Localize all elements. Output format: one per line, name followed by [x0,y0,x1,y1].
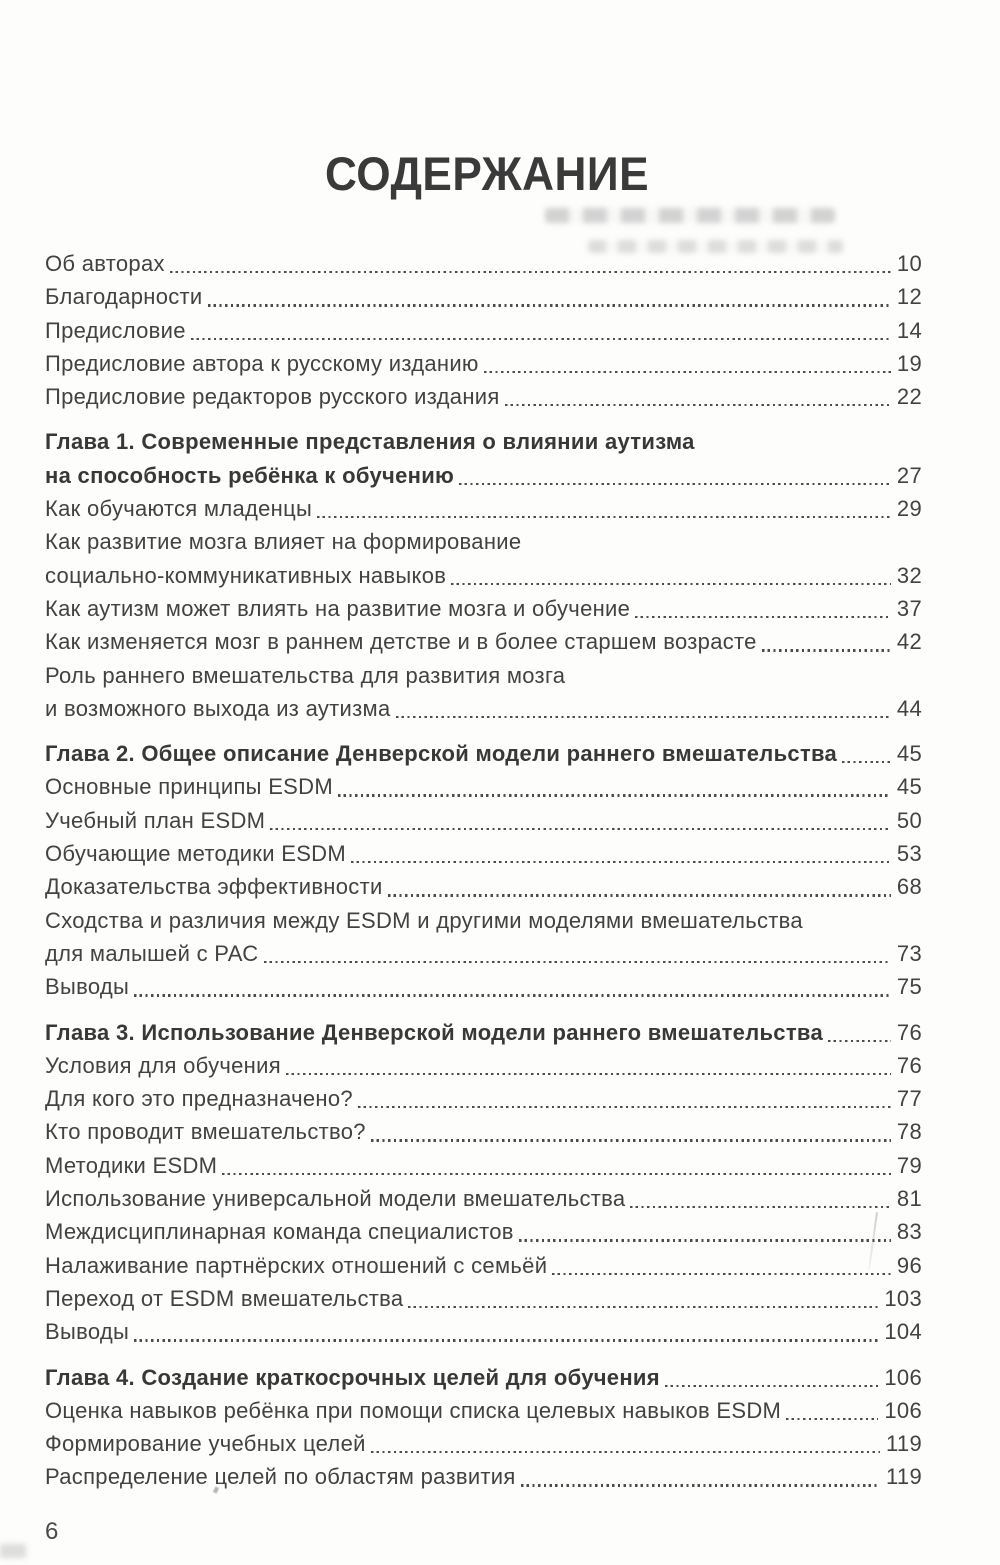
toc-page-number: 45 [896,774,922,800]
toc-entry-text: Роль раннего вмешательства для развития мозга [45,662,566,688]
dot-leader [552,1273,891,1275]
toc-page-number: 79 [896,1152,922,1178]
toc-entry-text: Как аутизм может влиять на развитие мозга и обучение [45,595,631,621]
toc-page-number: 76 [896,1052,922,1078]
toc-entry-text: Как изменяется мозг в раннем детстве и в более старшем возрасте [45,629,757,655]
toc-entry-text: Основные принципы ESDM [45,774,333,800]
toc-entry [45,247,922,280]
dot-leader [371,1451,880,1453]
toc-page-number: 12 [896,284,922,310]
toc-entry-text: Учебный план ESDM [45,807,266,833]
toc-section-chapter-1 [45,425,922,725]
toc-entry-text: Глава 2. Общее описание Денверской модели раннего вмешательства [45,741,838,767]
dot-leader [459,483,891,485]
toc-entry-text: для малышей с РАС [45,940,259,966]
toc-entry [45,1249,922,1282]
toc-entry-text: Сходства и различия между ESDM и другими моделями вмешательства [45,907,803,933]
dot-leader [358,1106,891,1108]
toc-entry-text: Предисловие автора к русскому изданию [45,350,479,376]
toc-entry-text: Глава 1. Современные представления о влиянии аутизма [45,429,695,455]
toc-entry [45,1049,922,1082]
toc-entry-text: Предисловие редакторов русского издания [45,384,500,410]
table-of-contents [45,247,922,1494]
toc-entry-text: Выводы [45,974,130,1000]
toc-entry [45,870,922,903]
dot-leader [264,961,891,963]
toc-entry [45,314,922,347]
dot-leader [451,583,891,585]
toc-page-number: 77 [896,1086,922,1112]
toc-entry [45,425,922,458]
toc-entry [45,280,922,313]
toc-page-number: 76 [896,1019,922,1045]
toc-entry [45,1315,922,1348]
toc-entry [45,1394,922,1427]
toc-page-number: 103 [884,1285,922,1311]
toc-section-chapter-2 [45,737,922,1003]
toc-entry [45,970,922,1003]
dot-leader [222,1173,891,1175]
dot-leader [630,1206,890,1208]
dot-leader [396,716,891,718]
toc-page-number: 10 [896,251,922,276]
dot-leader [635,616,891,618]
toc-page-number: 119 [886,1464,922,1490]
toc-page-number: 14 [896,317,922,343]
dot-leader [484,371,891,373]
toc-section-chapter-4 [45,1361,922,1494]
toc-entry-text: Как развитие мозга влияет на формирование [45,529,522,555]
dot-leader [338,794,891,796]
toc-page-number: 96 [896,1252,922,1278]
toc-entry [45,1460,922,1493]
toc-entry [45,459,922,492]
dot-leader [371,1139,891,1141]
toc-entry-text: Условия для обучения [45,1052,281,1078]
toc-entry-text: Распределение целей по областям развития [45,1464,516,1490]
dot-leader [786,1418,878,1420]
toc-page-number: 44 [896,695,922,721]
toc-entry-text: и возможного выхода из аутизма [45,695,391,721]
toc-entry [45,380,922,413]
dot-leader [208,304,891,306]
dot-leader [134,994,891,996]
toc-entry [45,804,922,837]
toc-entry [45,770,922,803]
toc-page-number: 22 [896,384,922,410]
toc-entry [45,1282,922,1315]
toc-entry [45,1149,922,1182]
dot-leader [134,1339,878,1341]
toc-page-number: 78 [896,1119,922,1145]
toc-entry [45,347,922,380]
toc-entry-text: Доказательства эффективности [45,874,383,900]
toc-entry [45,525,922,558]
toc-entry [45,1361,922,1394]
toc-page-number: 106 [884,1397,922,1423]
scan-smudge-artifact [0,1544,26,1558]
toc-entry [45,837,922,870]
toc-entry [45,1082,922,1115]
dot-leader [521,1484,880,1486]
toc-entry [45,592,922,625]
toc-entry-text: Глава 3. Использование Денверской модели раннего вмешательства [45,1019,823,1045]
toc-page-number: 81 [896,1186,922,1212]
toc-entry [45,737,922,770]
toc-entry-text: Предисловие [45,317,186,343]
toc-page-number: 45 [896,741,922,767]
dot-leader [351,861,891,863]
toc-entry-text: Как обучаются младенцы [45,496,313,522]
toc-entry-text: Об авторах [45,251,165,276]
dot-leader [270,828,891,830]
toc-entry-text: Глава 4. Создание краткосрочных целей для обучения [45,1364,660,1390]
page-title: СОДЕРЖАНИЕ [324,147,650,200]
toc-page-number: 19 [896,350,922,376]
dot-leader [842,761,891,763]
toc-entry-text: Использование универсальной модели вмешательства [45,1186,626,1212]
dot-leader [665,1385,879,1387]
dot-leader [388,894,891,896]
toc-entry-text: Формирование учебных целей [45,1431,366,1457]
toc-page-number: 83 [896,1219,922,1245]
toc-entry [45,492,922,525]
dot-leader [505,404,891,406]
dot-leader [170,271,891,273]
toc-entry [45,659,922,692]
toc-entry-text: Оценка навыков ребёнка при помощи списка целевых навыков ESDM [45,1397,782,1423]
toc-page-number: 32 [896,562,922,588]
dot-leader [317,516,891,518]
toc-section-front-matter [45,247,922,413]
toc-entry-text: Междисциплинарная команда специалистов [45,1219,514,1245]
toc-entry-text: Налаживание партнёрских отношений с семьёй [45,1252,548,1278]
toc-page-number: 37 [896,595,922,621]
toc-page-number: 68 [896,874,922,900]
dot-leader [191,338,891,340]
toc-entry [45,937,922,970]
toc-entry [45,1215,922,1248]
toc-entry-text: социально-коммуникативных навыков [45,562,447,588]
toc-page-number: 119 [886,1431,922,1457]
toc-entry-text: Обучающие методики ESDM [45,841,346,867]
toc-page-number: 104 [884,1319,922,1345]
toc-entry [45,1016,922,1049]
toc-page-number: 29 [896,496,922,522]
toc-entry [45,559,922,592]
toc-entry-text: Для кого это предназначено? [45,1086,353,1112]
toc-page-number: 27 [896,462,922,488]
toc-page-number: 75 [896,974,922,1000]
toc-page-number: 53 [896,841,922,867]
toc-entry-text: Кто проводит вмешательство? [45,1119,366,1145]
toc-entry [45,1427,922,1460]
toc-page-number: 42 [896,629,922,655]
toc-section-chapter-3 [45,1016,922,1349]
toc-entry-text: на способность ребёнка к обучению [45,462,455,488]
dot-leader [762,649,891,651]
dot-leader [519,1239,891,1241]
page-folio: 6 [45,1518,59,1545]
toc-entry [45,692,922,725]
dot-leader [408,1306,878,1308]
ink-bleed-artifact [545,208,835,223]
toc-entry-text: Переход от ESDM вмешательства [45,1285,404,1311]
toc-entry [45,904,922,937]
toc-page-number: 106 [884,1364,922,1390]
toc-entry-text: Благодарности [45,284,203,310]
toc-entry-text: Выводы [45,1319,130,1345]
toc-entry [45,1115,922,1148]
dot-leader [286,1073,891,1075]
toc-entry-text: Методики ESDM [45,1152,218,1178]
dot-leader [828,1040,891,1042]
toc-entry [45,625,922,658]
toc-page-number: 73 [896,940,922,966]
toc-page-number: 50 [896,807,922,833]
toc-entry [45,1182,922,1215]
